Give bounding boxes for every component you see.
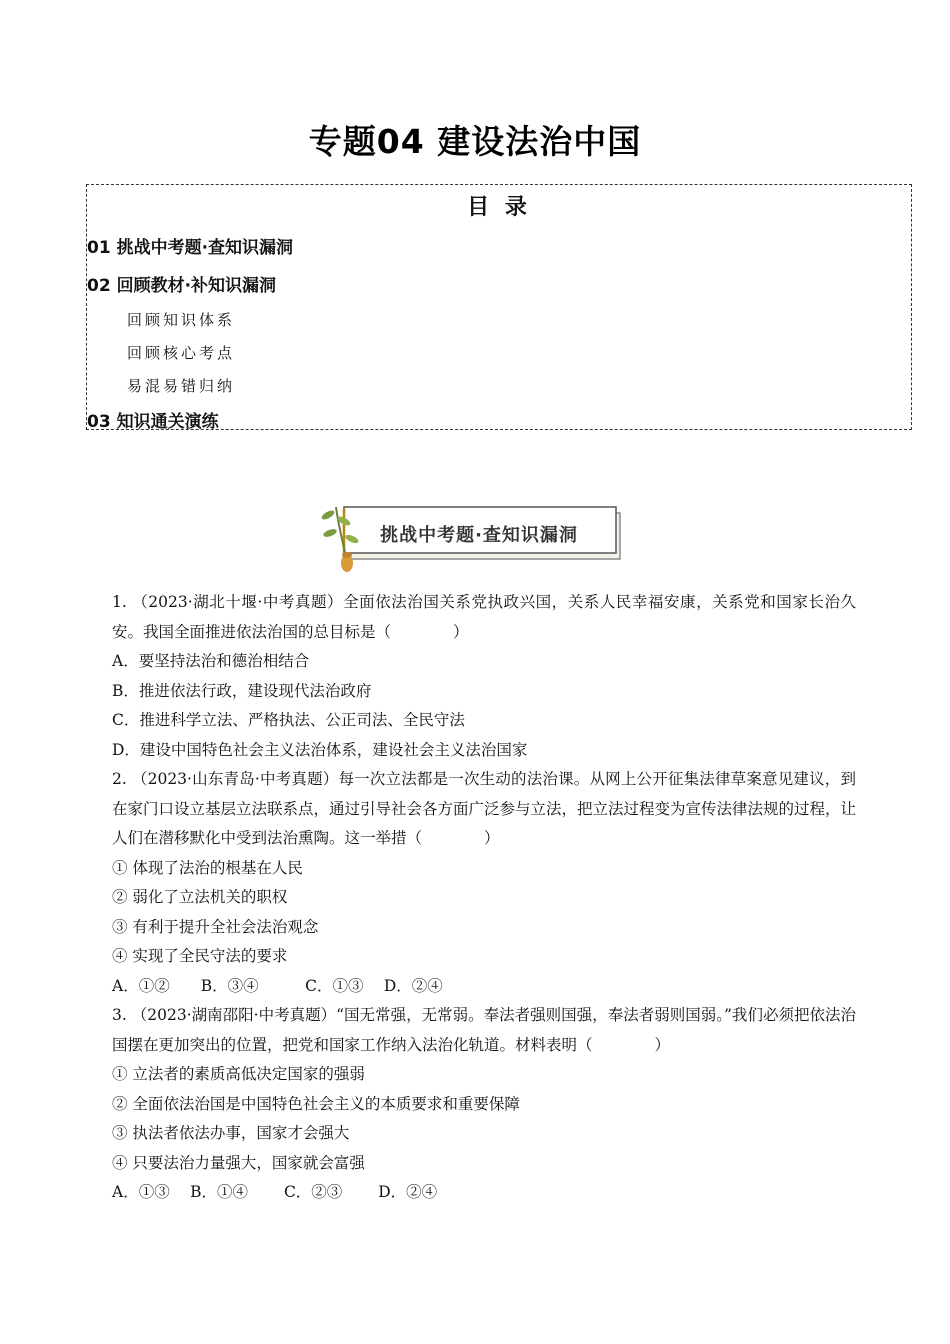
question-2-stem: 2. （2023·山东青岛·中考真题）每一次立法都是一次生动的法治课。从网上公开征集法律草案意见建议，到在家门口设立基层立法联系点，通过引导社会各方面广泛参与立法，把立法过程变为宣传法律法规的过程，让人们在潜移默化中受到法治熏陶。这一举措（ ）	[112, 770, 857, 847]
table-of-contents	[86, 184, 912, 430]
question-3-statement-2: ② 全面依法治国是中国特色社会主义的本质要求和重要保障	[112, 1094, 520, 1113]
plant-branch-icon	[314, 503, 362, 573]
question-2-statement-3: ③ 有利于提升全社会法治观念	[112, 917, 319, 936]
question-1-option-c: C．推进科学立法、严格执法、公正司法、全民守法	[112, 711, 465, 729]
banner-label: 挑战中考题·查知识漏洞	[380, 525, 578, 546]
question-1-option-a: A．要坚持法治和德治相结合	[112, 652, 310, 670]
question-1-stem: 1. （2023·湖北十堰·中考真题）全面依法治国关系党执政兴国，关系人民幸福安康，关系党和国家长治久安。我国全面推进依法治国的总目标是（ ）	[112, 593, 856, 641]
toc-subitem-knowledge-system[interactable]: 回顾知识体系	[127, 311, 236, 329]
question-3-options: A．①③ B．①④ C．②③ D．②④	[112, 1183, 438, 1201]
toc-subitem-common-mistakes[interactable]: 易混易错归纳	[127, 377, 236, 395]
question-2	[112, 765, 856, 1001]
question-2-statement-2: ② 弱化了立法机关的职权	[112, 888, 288, 906]
toc-item-02[interactable]: 02 回顾教材·补知识漏洞	[87, 276, 277, 296]
question-1-option-d: D．建设中国特色社会主义法治体系，建设社会主义法治国家	[112, 740, 528, 759]
section-banner	[314, 503, 628, 573]
toc-item-03[interactable]: 03 知识通关演练	[87, 412, 219, 432]
question-3-statement-4: ④ 只要法治力量强大，国家就会富强	[112, 1153, 365, 1172]
question-3-stem: 3. （2023·湖南邵阳·中考真题）“国无常强，无常弱。奉法者强则国强，奉法者弱则国弱。”我们必须把依法治国摆在更加突出的位置，把党和国家工作纳入法治化轨道。材料表明（ ）	[112, 1006, 856, 1054]
question-2-options: A．①② B．③④ C．①③ D．②④	[112, 976, 443, 995]
question-2-statement-1: ① 体现了法治的根基在人民	[112, 858, 303, 877]
toc-item-01[interactable]: 01 挑战中考题·查知识漏洞	[87, 238, 294, 258]
question-3-statement-3: ③ 执法者依法办事，国家才会强大	[112, 1124, 350, 1142]
toc-subitem-core-points[interactable]: 回顾核心考点	[127, 344, 236, 362]
question-1-option-b: B．推进依法行政，建设现代法治政府	[112, 681, 372, 700]
question-3-statement-1: ① 立法者的素质高低决定国家的强弱	[112, 1065, 365, 1083]
toc-heading: 目 录	[467, 195, 531, 220]
question-2-statement-4: ④ 实现了全民守法的要求	[112, 947, 288, 965]
question-3	[112, 1001, 856, 1208]
question-list	[112, 588, 856, 1208]
page-title: 专题04 建设法治中国	[308, 122, 642, 161]
question-1	[112, 588, 856, 765]
